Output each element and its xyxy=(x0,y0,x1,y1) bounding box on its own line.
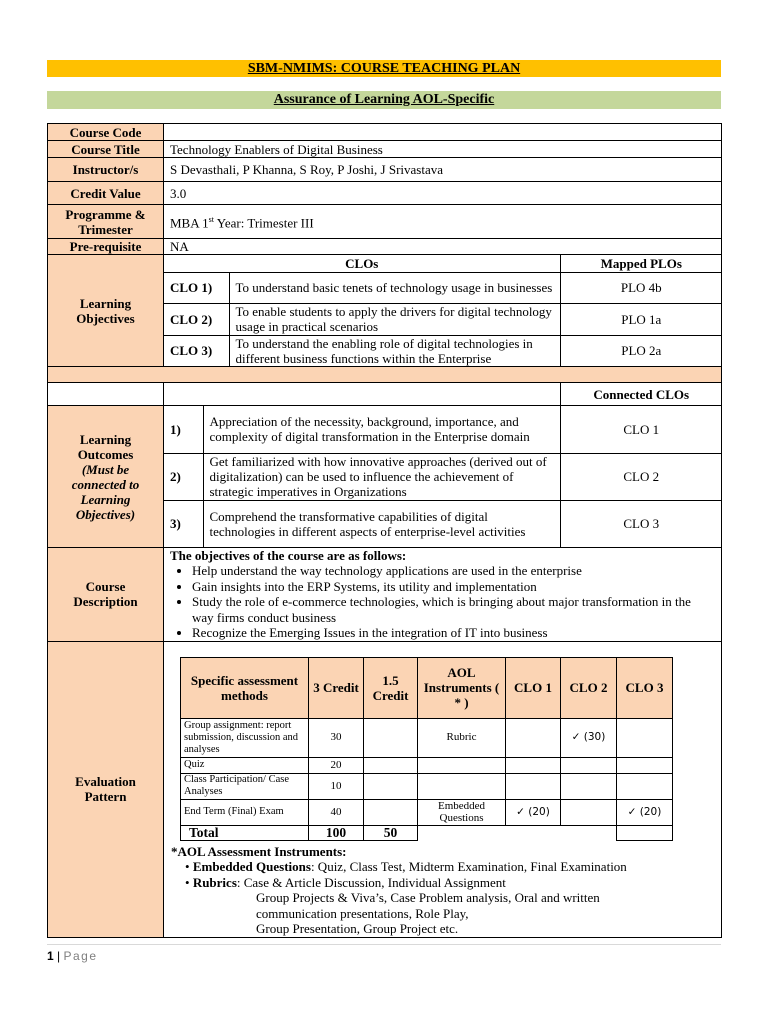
row-learning-objectives xyxy=(48,255,722,367)
list-item: • Recognize the Emerging Issues in the integration of IT into business xyxy=(192,625,715,641)
clo-plo: PLO 4b xyxy=(560,272,722,303)
description-intro: The objectives of the course are as follows: xyxy=(170,548,407,563)
total-3-credit: 100 xyxy=(309,825,364,840)
table-row: Group assignment: report submission, discussion and analyses 30 Rubric ✓ (30) xyxy=(181,718,673,757)
instructor-value: S Devasthali, P Khanna, S Roy, P Joshi, J Srivastava xyxy=(164,158,722,182)
table-row xyxy=(164,500,722,547)
row-course-description xyxy=(48,548,722,642)
header-methods: Specific assessment methods xyxy=(181,657,309,718)
course-title-label: Course Title xyxy=(48,141,164,158)
header-clo-1: CLO 1 xyxy=(506,657,561,718)
header-clo-2: CLO 2 xyxy=(561,657,617,718)
instructor-label: Instructor/s xyxy=(48,158,164,182)
clo-text: To enable students to apply the drivers for digital technology usage in practical scenarios xyxy=(229,303,560,335)
outcome-id: 1) xyxy=(164,406,203,453)
table-row: Class Participation/ Case Analyses 10 xyxy=(181,773,673,799)
total-row xyxy=(181,825,673,840)
header-1-5-credit: 1.5 Credit xyxy=(364,657,418,718)
clos-header: CLOs xyxy=(164,255,560,272)
aol-embedded-questions: • Embedded Questions: Quiz, Class Test, Midterm Examination, Final Examination xyxy=(185,859,627,874)
clo-plo: PLO 1a xyxy=(560,303,722,335)
check-mark: ✓ (30) xyxy=(561,718,617,757)
row-evaluation xyxy=(48,641,722,937)
learning-objectives-label: Learning Objectives xyxy=(48,255,164,367)
table-row: End Term (Final) Exam 40 Embedded Questions ✓ (20) ✓ (20) xyxy=(181,799,673,825)
clo-text: To understand the enabling role of digital technologies in different business functions within the Enterprise xyxy=(229,335,560,366)
prerequisite-label: Pre-requisite xyxy=(48,239,164,255)
course-plan-table xyxy=(47,123,722,938)
page-subtitle: Assurance of Learning AOL-Specific xyxy=(47,91,721,109)
total-label: Total xyxy=(181,825,309,840)
outcome-clo: CLO 2 xyxy=(560,453,722,500)
outcome-id: 3) xyxy=(164,500,203,547)
list-item: • Gain insights into the ERP Systems, its utility and implementation xyxy=(192,579,715,595)
outcome-text: Appreciation of the necessity, background, importance, and complexity of digital transformation in the Enterprise domain xyxy=(203,406,560,453)
list-item: • Study the role of e-commerce technologies, which is bringing about major transformation in the way firms conduct business xyxy=(192,594,715,625)
programme-value: MBA 1st Year: Trimester III xyxy=(164,205,722,239)
description-list xyxy=(170,563,715,641)
programme-label: Programme & Trimester xyxy=(48,205,164,239)
page-footer xyxy=(47,944,721,963)
row-programme xyxy=(48,205,722,239)
row-credit xyxy=(48,182,722,205)
objectives-table xyxy=(164,255,722,366)
clo-text: To understand basic tenets of technology usage in businesses xyxy=(229,272,560,303)
evaluation-header-row xyxy=(181,657,673,718)
footer-separator: | xyxy=(53,949,64,963)
evaluation-pattern-label: Evaluation Pattern xyxy=(48,641,164,937)
connected-clos-header: Connected CLOs xyxy=(560,383,722,405)
course-code-label: Course Code xyxy=(48,124,164,141)
credit-label: Credit Value xyxy=(48,182,164,205)
outcome-text: Comprehend the transformative capabilities of digital technologies in different aspects of enterprise-level activities xyxy=(203,500,560,547)
mapped-plos-header: Mapped PLOs xyxy=(560,255,722,272)
table-row xyxy=(164,303,722,335)
aol-title: *AOL Assessment Instruments: xyxy=(171,843,347,859)
header-clo-3: CLO 3 xyxy=(617,657,673,718)
row-prerequisite xyxy=(48,239,722,255)
outcome-text: Get familiarized with how innovative approaches (derived out of digitalization) can be used to influence the achievement of strategic imperatives in Organizations xyxy=(203,453,560,500)
outcome-clo: CLO 1 xyxy=(560,406,722,453)
aol-instruments: *AOL Assessment Instruments: • Embedded Questions: Quiz, Class Test, Midterm Examination, Final Examination • Rubrics: Case & Article Discussion, Individual Assignment Group Projects & Viva’s, Case Problem analysis, Oral and written communication presentations, Role Play, Group Presentation, Group Project etc. xyxy=(170,841,715,937)
table-row: Quiz 20 xyxy=(181,757,673,773)
page-title: SBM-NMIMS: COURSE TEACHING PLAN xyxy=(47,60,721,77)
outcomes-table xyxy=(164,406,722,547)
credit-value: 3.0 xyxy=(164,182,722,205)
check-mark: ✓ (20) xyxy=(617,799,673,825)
header-3-credit: 3 Credit xyxy=(309,657,364,718)
outcome-clo: CLO 3 xyxy=(560,500,722,547)
page-word: Page xyxy=(63,949,98,963)
row-outcomes-header xyxy=(48,383,722,406)
clo-id: CLO 3) xyxy=(164,335,229,366)
check-mark: ✓ (20) xyxy=(506,799,561,825)
outcome-id: 2) xyxy=(164,453,203,500)
row-course-code xyxy=(48,124,722,141)
course-code-value xyxy=(164,124,722,141)
table-row xyxy=(164,453,722,500)
table-row xyxy=(164,335,722,366)
row-learning-outcomes xyxy=(48,406,722,548)
aol-rubrics: • Rubrics: Case & Article Discussion, Individual Assignment xyxy=(185,874,506,890)
total-1-5-credit: 50 xyxy=(364,825,418,840)
prerequisite-value: NA xyxy=(164,239,722,255)
course-description-label: Course Description xyxy=(48,548,164,642)
table-row xyxy=(164,272,722,303)
header-aol-instruments: AOL Instruments ( * ) xyxy=(418,657,506,718)
learning-outcomes-note: (Must be connected to Learning Objectives) xyxy=(71,461,140,522)
clo-plo: PLO 2a xyxy=(560,335,722,366)
evaluation-table xyxy=(180,657,673,841)
list-item: • Help understand the way technology applications are used in the enterprise xyxy=(192,563,715,579)
learning-outcomes-label: Learning Outcomes (Must be connected to Learning Objectives) xyxy=(48,406,164,548)
row-course-title xyxy=(48,141,722,158)
clo-id: CLO 2) xyxy=(164,303,229,335)
page-number: 1 xyxy=(47,949,54,963)
course-title-value: Technology Enablers of Digital Business xyxy=(164,141,722,158)
row-instructor xyxy=(48,158,722,182)
table-row xyxy=(164,406,722,453)
spacer-row xyxy=(48,367,722,383)
clo-id: CLO 1) xyxy=(164,272,229,303)
